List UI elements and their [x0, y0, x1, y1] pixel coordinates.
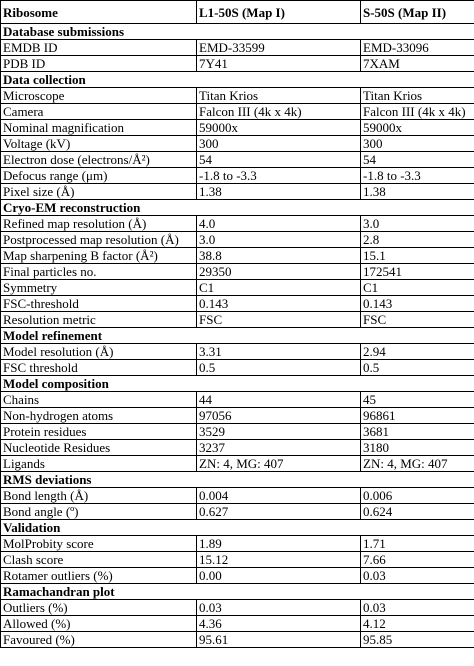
table-row [1, 632, 474, 648]
table-body [1, 24, 474, 648]
map-ii-value: C1 [361, 280, 474, 296]
row-label: Favoured (%) [1, 632, 197, 648]
map-ii-value: Falcon III (4k x 4k) [361, 104, 474, 120]
map-i-value: 300 [197, 136, 361, 152]
table-row [1, 296, 474, 312]
table-row [1, 568, 474, 584]
table-row [1, 360, 474, 376]
map-i-value: 38.8 [197, 248, 361, 264]
map-i-value: Titan Krios [197, 88, 361, 104]
row-label: Final particles no. [1, 264, 197, 280]
map-ii-value: 7XAM [361, 56, 474, 72]
section-title: Validation [1, 520, 474, 536]
row-label: Defocus range (μm) [1, 168, 197, 184]
table-row [1, 264, 474, 280]
header-cell-map-ii: S-50S (Map II) [361, 1, 474, 24]
map-ii-value: 45 [361, 392, 474, 408]
map-ii-value: 1.38 [361, 184, 474, 200]
section-title: Model composition [1, 376, 474, 392]
table-row [1, 120, 474, 136]
map-ii-value: 0.03 [361, 568, 474, 584]
map-ii-value: -1.8 to -3.3 [361, 168, 474, 184]
map-i-value: 0.143 [197, 296, 361, 312]
row-label: PDB ID [1, 56, 197, 72]
section-row [1, 200, 474, 216]
map-ii-value: EMD-33096 [361, 40, 474, 56]
table-row [1, 248, 474, 264]
table-row [1, 40, 474, 56]
row-label: Bond length (Å) [1, 488, 197, 504]
map-i-value: 1.38 [197, 184, 361, 200]
map-i-value: 29350 [197, 264, 361, 280]
map-i-value: 0.00 [197, 568, 361, 584]
map-i-value: 4.0 [197, 216, 361, 232]
map-i-value: 0.03 [197, 600, 361, 616]
map-i-value: 97056 [197, 408, 361, 424]
map-i-value: 3.0 [197, 232, 361, 248]
table-row [1, 104, 474, 120]
table-row [1, 600, 474, 616]
map-i-value: 15.12 [197, 552, 361, 568]
table-row [1, 216, 474, 232]
map-i-value: 3237 [197, 440, 361, 456]
table-row [1, 280, 474, 296]
row-label: Non-hydrogen atoms [1, 408, 197, 424]
map-ii-value: ZN: 4, MG: 407 [361, 456, 474, 472]
map-i-value: 54 [197, 152, 361, 168]
header-cell-map-i: L1-50S (Map I) [197, 1, 361, 24]
table-row [1, 488, 474, 504]
table-row [1, 168, 474, 184]
row-label: Protein residues [1, 424, 197, 440]
map-ii-value: 2.94 [361, 344, 474, 360]
table-row [1, 552, 474, 568]
map-ii-value: 0.143 [361, 296, 474, 312]
map-ii-value: 300 [361, 136, 474, 152]
section-row [1, 328, 474, 344]
row-label: EMDB ID [1, 40, 197, 56]
section-title: Model refinement [1, 328, 474, 344]
table-row [1, 440, 474, 456]
map-ii-value: 54 [361, 152, 474, 168]
row-label: Refined map resolution (Å) [1, 216, 197, 232]
map-ii-value: 0.624 [361, 504, 474, 520]
section-row [1, 584, 474, 600]
section-row [1, 520, 474, 536]
map-ii-value: 0.5 [361, 360, 474, 376]
section-row [1, 24, 474, 40]
table-row [1, 152, 474, 168]
row-label: Pixel size (Å) [1, 184, 197, 200]
map-i-value: -1.8 to -3.3 [197, 168, 361, 184]
table-row [1, 392, 474, 408]
map-i-value: 1.89 [197, 536, 361, 552]
table-row [1, 408, 474, 424]
map-ii-value: 3681 [361, 424, 474, 440]
section-title: RMS deviations [1, 472, 474, 488]
map-ii-value: 7.66 [361, 552, 474, 568]
table-row [1, 616, 474, 632]
map-ii-value: 1.71 [361, 536, 474, 552]
map-i-value: C1 [197, 280, 361, 296]
map-i-value: 7Y41 [197, 56, 361, 72]
row-label: Clash score [1, 552, 197, 568]
row-label: Chains [1, 392, 197, 408]
row-label: Symmetry [1, 280, 197, 296]
map-ii-value: FSC [361, 312, 474, 328]
section-title: Cryo-EM reconstruction [1, 200, 474, 216]
row-label: Map sharpening B factor (Å²) [1, 248, 197, 264]
section-title: Database submissions [1, 24, 474, 40]
map-i-value: FSC [197, 312, 361, 328]
section-title: Ramachandran plot [1, 584, 474, 600]
map-i-value: EMD-33599 [197, 40, 361, 56]
row-label: Microscope [1, 88, 197, 104]
table-row [1, 88, 474, 104]
table-row [1, 232, 474, 248]
map-ii-value: 3.0 [361, 216, 474, 232]
row-label: Outliers (%) [1, 600, 197, 616]
map-i-value: ZN: 4, MG: 407 [197, 456, 361, 472]
table-row [1, 184, 474, 200]
row-label: Camera [1, 104, 197, 120]
table-row [1, 456, 474, 472]
table-row [1, 536, 474, 552]
map-i-value: 0.5 [197, 360, 361, 376]
section-row [1, 472, 474, 488]
table-row [1, 424, 474, 440]
row-label: Ligands [1, 456, 197, 472]
section-row [1, 72, 474, 88]
map-ii-value: 2.8 [361, 232, 474, 248]
map-ii-value: 0.03 [361, 600, 474, 616]
table-row [1, 504, 474, 520]
map-ii-value: 4.12 [361, 616, 474, 632]
section-title: Data collection [1, 72, 474, 88]
row-label: Voltage (kV) [1, 136, 197, 152]
table-row [1, 312, 474, 328]
row-label: FSC threshold [1, 360, 197, 376]
row-label: Rotamer outliers (%) [1, 568, 197, 584]
map-i-value: 44 [197, 392, 361, 408]
map-i-value: 3.31 [197, 344, 361, 360]
row-label: Nucleotide Residues [1, 440, 197, 456]
map-i-value: 3529 [197, 424, 361, 440]
map-ii-value: 15.1 [361, 248, 474, 264]
table-header [1, 1, 474, 24]
row-label: Postprocessed map resolution (Å) [1, 232, 197, 248]
map-i-value: 0.004 [197, 488, 361, 504]
row-label: MolProbity score [1, 536, 197, 552]
row-label: Allowed (%) [1, 616, 197, 632]
map-i-value: 4.36 [197, 616, 361, 632]
row-label: FSC-threshold [1, 296, 197, 312]
row-label: Model resolution (Å) [1, 344, 197, 360]
map-ii-value: 96861 [361, 408, 474, 424]
row-label: Resolution metric [1, 312, 197, 328]
table-row [1, 56, 474, 72]
row-label: Electron dose (electrons/Å²) [1, 152, 197, 168]
header-cell-ribosome: Ribosome [1, 1, 197, 24]
map-i-value: 0.627 [197, 504, 361, 520]
section-row [1, 376, 474, 392]
map-ii-value: 3180 [361, 440, 474, 456]
map-i-value: 59000x [197, 120, 361, 136]
map-ii-value: 59000x [361, 120, 474, 136]
map-ii-value: 0.006 [361, 488, 474, 504]
map-ii-value: Titan Krios [361, 88, 474, 104]
header-row [1, 1, 474, 24]
table-row [1, 136, 474, 152]
map-i-value: Falcon III (4k x 4k) [197, 104, 361, 120]
table-row [1, 344, 474, 360]
map-i-value: 95.61 [197, 632, 361, 648]
row-label: Nominal magnification [1, 120, 197, 136]
row-label: Bond angle (º) [1, 504, 197, 520]
map-ii-value: 95.85 [361, 632, 474, 648]
map-ii-value: 172541 [361, 264, 474, 280]
